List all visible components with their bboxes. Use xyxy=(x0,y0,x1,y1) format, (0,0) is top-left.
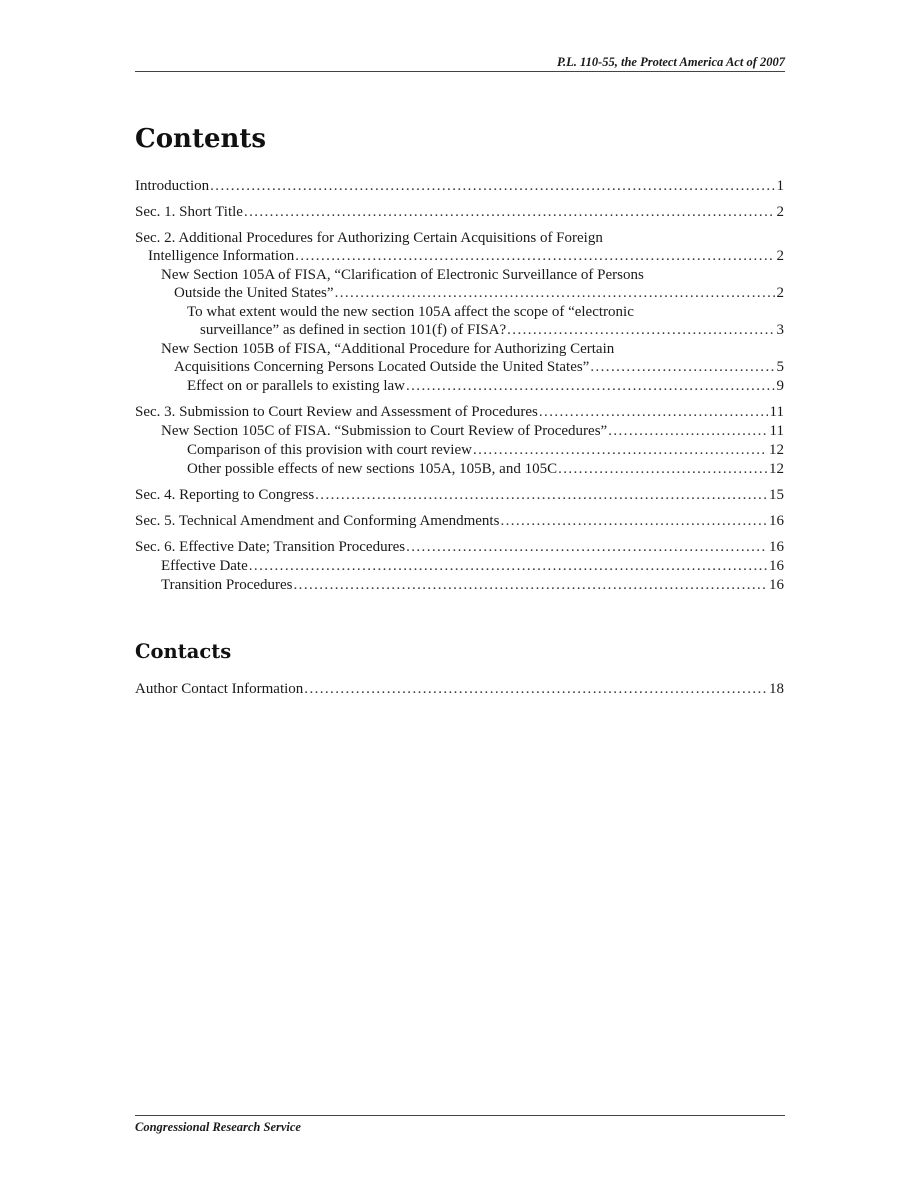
toc-entry[interactable] xyxy=(135,512,784,530)
toc-entry[interactable] xyxy=(135,441,784,459)
dot-leader xyxy=(406,538,767,556)
dot-leader xyxy=(500,512,767,530)
toc-entry[interactable] xyxy=(135,403,784,421)
toc-page-number: 5 xyxy=(776,359,784,375)
toc-page-number: 18 xyxy=(769,681,784,697)
toc-entry-title: Sec. 6. Effective Date; Transition Procedures xyxy=(135,539,406,555)
dot-leader xyxy=(315,486,767,504)
toc-entry-title: Sec. 1. Short Title xyxy=(135,204,243,220)
toc-page-number: 11 xyxy=(769,404,784,420)
toc-entry-title: Effect on or parallels to existing law xyxy=(187,378,405,394)
toc-entry[interactable] xyxy=(135,680,784,698)
toc-entry-title: New Section 105C of FISA. “Submission to Court Review of Procedures” xyxy=(161,423,608,439)
page-footer: Congressional Research Service xyxy=(135,1120,301,1134)
toc-entry-title: To what extent would the new section 105A affect the scope of “electronic xyxy=(187,304,634,320)
toc-entry[interactable] xyxy=(135,203,784,221)
contacts-heading: Contacts xyxy=(135,640,232,663)
dot-leader xyxy=(473,441,767,459)
toc-page-number: 16 xyxy=(769,539,784,555)
toc-entry[interactable] xyxy=(135,422,784,440)
toc-entry-title: Introduction xyxy=(135,178,210,194)
toc-page-number: 16 xyxy=(769,558,784,574)
contents-heading: Contents xyxy=(135,124,267,154)
toc-entry[interactable] xyxy=(135,576,784,594)
contacts-list xyxy=(135,680,784,698)
toc-entry[interactable] xyxy=(135,229,784,265)
toc-page-number: 2 xyxy=(776,248,784,264)
toc-entry-title: Acquisitions Concerning Persons Located Outside the United States” xyxy=(174,359,590,375)
dot-leader xyxy=(335,284,775,302)
toc-entry-title: New Section 105B of FISA, “Additional Procedure for Authorizing Certain xyxy=(161,341,615,357)
toc-entry[interactable] xyxy=(135,303,784,339)
toc-entry[interactable] xyxy=(135,538,784,556)
toc-page-number: 2 xyxy=(776,285,784,301)
dot-leader xyxy=(558,460,767,478)
toc-entry[interactable] xyxy=(135,177,784,195)
toc-entry[interactable] xyxy=(135,340,784,376)
toc-entry-title: Outside the United States” xyxy=(174,285,334,301)
footer-divider xyxy=(135,1115,785,1116)
dot-leader xyxy=(539,403,768,421)
toc-page-number: 1 xyxy=(776,178,784,194)
toc-entry[interactable] xyxy=(135,266,784,302)
toc-entry-title: Sec. 3. Submission to Court Review and Assessment of Procedures xyxy=(135,404,538,420)
dot-leader xyxy=(210,177,774,195)
dot-leader xyxy=(608,422,767,440)
dot-leader xyxy=(590,358,774,376)
toc-page-number: 16 xyxy=(769,577,784,593)
toc-page-number: 2 xyxy=(776,204,784,220)
toc-entry-title: surveillance” as defined in section 101(f) of FISA? xyxy=(200,322,507,338)
header-divider xyxy=(135,71,785,72)
toc-entry-title: Sec. 5. Technical Amendment and Conforming Amendments xyxy=(135,513,500,529)
toc-entry-title: Sec. 2. Additional Procedures for Authorizing Certain Acquisitions of Foreign xyxy=(135,230,603,246)
toc-entry-title: Other possible effects of new sections 105A, 105B, and 105C xyxy=(187,461,558,477)
dot-leader xyxy=(304,680,767,698)
toc-entry-title: Intelligence Information xyxy=(148,248,295,264)
toc-page-number: 11 xyxy=(769,423,784,439)
toc-entry-title: New Section 105A of FISA, “Clarification of Electronic Surveillance of Persons xyxy=(161,267,644,283)
running-header: P.L. 110-55, the Protect America Act of 2007 xyxy=(557,55,785,69)
dot-leader xyxy=(406,377,775,395)
toc-page-number: 16 xyxy=(769,513,784,529)
toc-page-number: 12 xyxy=(769,442,784,458)
toc-page-number: 3 xyxy=(776,322,784,338)
table-of-contents xyxy=(135,177,784,594)
toc-page-number: 12 xyxy=(769,461,784,477)
toc-entry-title: Effective Date xyxy=(161,558,248,574)
dot-leader xyxy=(294,576,767,594)
toc-entry[interactable] xyxy=(135,377,784,395)
toc-entry-title: Author Contact Information xyxy=(135,681,304,697)
toc-entry-title: Transition Procedures xyxy=(161,577,293,593)
toc-entry[interactable] xyxy=(135,486,784,504)
toc-entry[interactable] xyxy=(135,460,784,478)
dot-leader xyxy=(295,247,774,265)
toc-entry-title: Sec. 4. Reporting to Congress xyxy=(135,487,315,503)
dot-leader xyxy=(507,321,774,339)
toc-page-number: 15 xyxy=(769,487,784,503)
toc-entry-title: Comparison of this provision with court review xyxy=(187,442,472,458)
dot-leader xyxy=(244,203,775,221)
toc-entry[interactable] xyxy=(135,557,784,575)
toc-page-number: 9 xyxy=(776,378,784,394)
dot-leader xyxy=(249,557,767,575)
